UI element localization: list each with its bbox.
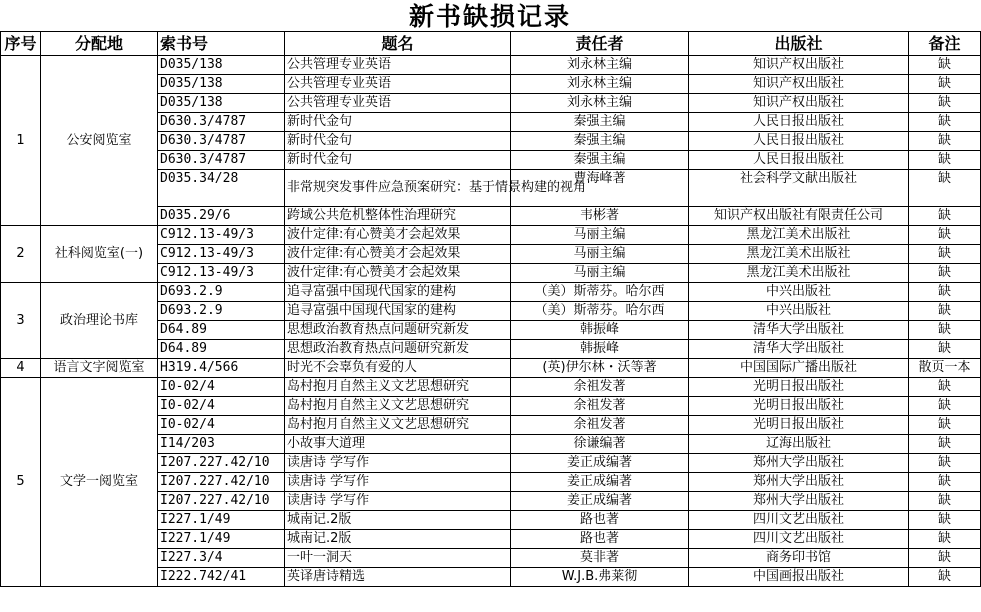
header-call-number: 索书号 bbox=[158, 32, 285, 56]
cell-note: 缺 bbox=[909, 378, 981, 397]
cell-note: 缺 bbox=[909, 151, 981, 170]
cell-title: 公共管理专业英语 bbox=[285, 56, 511, 75]
cell-author: 徐谦编著 bbox=[511, 435, 689, 454]
cell-note: 缺 bbox=[909, 302, 981, 321]
cell-publisher: 黑龙江美术出版社 bbox=[689, 264, 909, 283]
cell-note: 缺 bbox=[909, 226, 981, 245]
cell-title: 读唐诗 学写作 bbox=[285, 454, 511, 473]
cell-author: 马丽主编 bbox=[511, 264, 689, 283]
cell-note: 缺 bbox=[909, 75, 981, 94]
cell-author: 余祖发著 bbox=[511, 378, 689, 397]
cell-publisher: 人民日报出版社 bbox=[689, 132, 909, 151]
cell-title: 城南记.2版 bbox=[285, 511, 511, 530]
cell-author: W.J.B.弗莱彻 bbox=[511, 568, 689, 587]
cell-call-number: D035/138 bbox=[158, 94, 285, 113]
cell-note: 缺 bbox=[909, 264, 981, 283]
cell-note: 缺 bbox=[909, 454, 981, 473]
sheet-title: 新书缺损记录 bbox=[408, 2, 571, 31]
cell-group-place: 语言文字阅览室 bbox=[41, 359, 158, 378]
cell-call-number: D035.34/28 bbox=[158, 170, 285, 207]
cell-title: 新时代金句 bbox=[285, 113, 511, 132]
cell-group-no: 4 bbox=[1, 359, 41, 378]
cell-call-number: D693.2.9 bbox=[158, 283, 285, 302]
cell-note: 缺 bbox=[909, 568, 981, 587]
cell-call-number: I0-02/4 bbox=[158, 378, 285, 397]
cell-call-number: D630.3/4787 bbox=[158, 151, 285, 170]
cell-title: 波什定律:有心赞美才会起效果 bbox=[285, 226, 511, 245]
cell-title: 岛村抱月自然主义文艺思想研究 bbox=[285, 416, 511, 435]
cell-call-number: D64.89 bbox=[158, 321, 285, 340]
table-row bbox=[1, 378, 981, 397]
cell-note: 缺 bbox=[909, 321, 981, 340]
cell-call-number: C912.13-49/3 bbox=[158, 226, 285, 245]
cell-author: 韦彬著 bbox=[511, 207, 689, 226]
cell-call-number: I14/203 bbox=[158, 435, 285, 454]
cell-author: 秦强主编 bbox=[511, 113, 689, 132]
cell-publisher: 中兴出版社 bbox=[689, 283, 909, 302]
cell-author: （美）斯蒂芬。哈尔西 bbox=[511, 302, 689, 321]
cell-publisher: 辽海出版社 bbox=[689, 435, 909, 454]
cell-author: 韩振峰 bbox=[511, 321, 689, 340]
cell-author: 路也著 bbox=[511, 511, 689, 530]
header-publisher: 出版社 bbox=[689, 32, 909, 56]
cell-call-number: D693.2.9 bbox=[158, 302, 285, 321]
records-body bbox=[1, 56, 981, 587]
cell-publisher: 人民日报出版社 bbox=[689, 151, 909, 170]
cell-publisher: 知识产权出版社 bbox=[689, 94, 909, 113]
cell-author: 余祖发著 bbox=[511, 416, 689, 435]
cell-call-number: I207.227.42/10 bbox=[158, 473, 285, 492]
cell-note: 缺 bbox=[909, 492, 981, 511]
cell-title: 波什定律:有心赞美才会起效果 bbox=[285, 264, 511, 283]
cell-publisher: 人民日报出版社 bbox=[689, 113, 909, 132]
cell-author: 曹海峰著 bbox=[511, 170, 689, 207]
cell-title: 岛村抱月自然主义文艺思想研究 bbox=[285, 378, 511, 397]
cell-note: 缺 bbox=[909, 530, 981, 549]
cell-title: 时光不会辜负有爱的人 bbox=[285, 359, 511, 378]
cell-title: 岛村抱月自然主义文艺思想研究 bbox=[285, 397, 511, 416]
cell-note: 缺 bbox=[909, 511, 981, 530]
cell-author: 姜正成编著 bbox=[511, 473, 689, 492]
cell-call-number: I207.227.42/10 bbox=[158, 492, 285, 511]
cell-note: 缺 bbox=[909, 283, 981, 302]
cell-publisher: 郑州大学出版社 bbox=[689, 473, 909, 492]
cell-call-number: I227.3/4 bbox=[158, 549, 285, 568]
cell-title: 公共管理专业英语 bbox=[285, 94, 511, 113]
cell-publisher: 四川文艺出版社 bbox=[689, 511, 909, 530]
cell-publisher: 商务印书馆 bbox=[689, 549, 909, 568]
cell-author: 刘永林主编 bbox=[511, 94, 689, 113]
cell-publisher: 黑龙江美术出版社 bbox=[689, 226, 909, 245]
cell-note: 缺 bbox=[909, 549, 981, 568]
cell-call-number: I222.742/41 bbox=[158, 568, 285, 587]
header-author: 责任者 bbox=[511, 32, 689, 56]
cell-author: 马丽主编 bbox=[511, 226, 689, 245]
cell-group-no: 5 bbox=[1, 378, 41, 587]
cell-group-place: 社科阅览室(一) bbox=[41, 226, 158, 283]
cell-publisher: 社会科学文献出版社 bbox=[689, 170, 909, 207]
cell-publisher: 四川文艺出版社 bbox=[689, 530, 909, 549]
cell-publisher: 知识产权出版社有限责任公司 bbox=[689, 207, 909, 226]
cell-note: 缺 bbox=[909, 245, 981, 264]
cell-call-number: H319.4/566 bbox=[158, 359, 285, 378]
cell-call-number: D035/138 bbox=[158, 75, 285, 94]
cell-author: 姜正成编著 bbox=[511, 454, 689, 473]
cell-call-number: I207.227.42/10 bbox=[158, 454, 285, 473]
cell-call-number: D64.89 bbox=[158, 340, 285, 359]
cell-group-no: 3 bbox=[1, 283, 41, 359]
table-row bbox=[1, 359, 981, 378]
cell-publisher: 郑州大学出版社 bbox=[689, 492, 909, 511]
cell-author: 韩振峰 bbox=[511, 340, 689, 359]
cell-author: 秦强主编 bbox=[511, 132, 689, 151]
cell-author: 余祖发著 bbox=[511, 397, 689, 416]
cell-title: 一叶一洞天 bbox=[285, 549, 511, 568]
header-no: 序号 bbox=[1, 32, 41, 56]
cell-author: 刘永林主编 bbox=[511, 75, 689, 94]
cell-call-number: C912.13-49/3 bbox=[158, 264, 285, 283]
cell-group-place: 政治理论书库 bbox=[41, 283, 158, 359]
cell-title: 追寻富强中国现代国家的建构 bbox=[285, 283, 511, 302]
cell-title: 城南记.2版 bbox=[285, 530, 511, 549]
cell-title: 非常规突发事件应急预案研究：基于情景构建的视角 bbox=[285, 170, 511, 207]
cell-title: 思想政治教育热点问题研究新发 bbox=[285, 340, 511, 359]
cell-title: 新时代金句 bbox=[285, 151, 511, 170]
cell-title: 思想政治教育热点问题研究新发 bbox=[285, 321, 511, 340]
cell-author: 路也著 bbox=[511, 530, 689, 549]
cell-publisher: 中国画报出版社 bbox=[689, 568, 909, 587]
cell-group-place: 文学一阅览室 bbox=[41, 378, 158, 587]
cell-title: 跨域公共危机整体性治理研究 bbox=[285, 207, 511, 226]
header-note: 备注 bbox=[909, 32, 981, 56]
table-row bbox=[1, 226, 981, 245]
cell-note: 缺 bbox=[909, 207, 981, 226]
cell-author: （美）斯蒂芬。哈尔西 bbox=[511, 283, 689, 302]
header-place: 分配地 bbox=[41, 32, 158, 56]
cell-call-number: D035.29/6 bbox=[158, 207, 285, 226]
cell-publisher: 知识产权出版社 bbox=[689, 75, 909, 94]
cell-call-number: I0-02/4 bbox=[158, 397, 285, 416]
cell-publisher: 光明日报出版社 bbox=[689, 416, 909, 435]
cell-note: 缺 bbox=[909, 132, 981, 151]
table-row bbox=[1, 56, 981, 75]
cell-note: 缺 bbox=[909, 340, 981, 359]
cell-note: 缺 bbox=[909, 94, 981, 113]
cell-note: 缺 bbox=[909, 435, 981, 454]
records-table bbox=[0, 31, 981, 587]
cell-group-no: 1 bbox=[1, 56, 41, 226]
cell-author: 刘永林主编 bbox=[511, 56, 689, 75]
header-row bbox=[1, 32, 981, 56]
cell-note: 缺 bbox=[909, 397, 981, 416]
cell-title: 读唐诗 学写作 bbox=[285, 492, 511, 511]
cell-publisher: 郑州大学出版社 bbox=[689, 454, 909, 473]
cell-author: (英)伊尔林・沃等著 bbox=[511, 359, 689, 378]
cell-group-no: 2 bbox=[1, 226, 41, 283]
cell-author: 莫非著 bbox=[511, 549, 689, 568]
cell-call-number: C912.13-49/3 bbox=[158, 245, 285, 264]
cell-publisher: 清华大学出版社 bbox=[689, 340, 909, 359]
cell-publisher: 中兴出版社 bbox=[689, 302, 909, 321]
cell-title: 小故事大道理 bbox=[285, 435, 511, 454]
cell-call-number: I227.1/49 bbox=[158, 530, 285, 549]
cell-title: 波什定律:有心赞美才会起效果 bbox=[285, 245, 511, 264]
cell-publisher: 光明日报出版社 bbox=[689, 378, 909, 397]
cell-call-number: I227.1/49 bbox=[158, 511, 285, 530]
cell-note: 缺 bbox=[909, 473, 981, 492]
cell-title: 追寻富强中国现代国家的建构 bbox=[285, 302, 511, 321]
cell-author: 马丽主编 bbox=[511, 245, 689, 264]
cell-publisher: 黑龙江美术出版社 bbox=[689, 245, 909, 264]
cell-title: 读唐诗 学写作 bbox=[285, 473, 511, 492]
cell-note: 缺 bbox=[909, 56, 981, 75]
cell-publisher: 光明日报出版社 bbox=[689, 397, 909, 416]
cell-note: 缺 bbox=[909, 170, 981, 207]
cell-author: 姜正成编著 bbox=[511, 492, 689, 511]
cell-group-place: 公安阅览室 bbox=[41, 56, 158, 226]
cell-note: 散页一本 bbox=[909, 359, 981, 378]
cell-title: 公共管理专业英语 bbox=[285, 75, 511, 94]
cell-author: 秦强主编 bbox=[511, 151, 689, 170]
cell-publisher: 知识产权出版社 bbox=[689, 56, 909, 75]
cell-publisher: 中国国际广播出版社 bbox=[689, 359, 909, 378]
cell-call-number: D630.3/4787 bbox=[158, 113, 285, 132]
header-title: 题名 bbox=[285, 32, 511, 56]
cell-title: 英译唐诗精选 bbox=[285, 568, 511, 587]
cell-title: 新时代金句 bbox=[285, 132, 511, 151]
cell-call-number: D035/138 bbox=[158, 56, 285, 75]
table-row bbox=[1, 283, 981, 302]
cell-note: 缺 bbox=[909, 113, 981, 132]
cell-call-number: D630.3/4787 bbox=[158, 132, 285, 151]
cell-note: 缺 bbox=[909, 416, 981, 435]
cell-publisher: 清华大学出版社 bbox=[689, 321, 909, 340]
cell-call-number: I0-02/4 bbox=[158, 416, 285, 435]
